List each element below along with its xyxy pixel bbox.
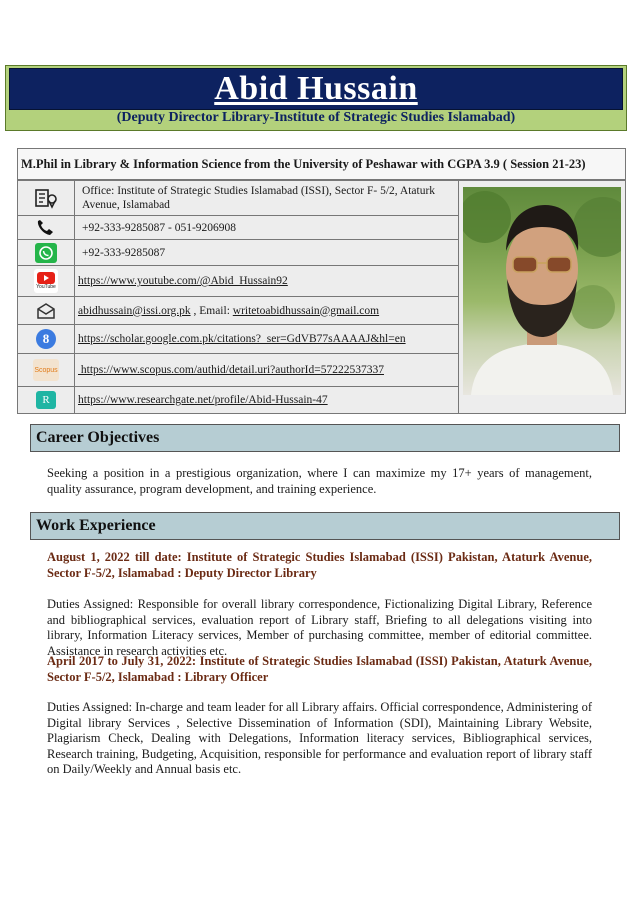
whatsapp-icon-cell [18,240,74,266]
researchgate-icon [36,391,56,409]
email-separator: , Email: [190,304,233,317]
job-1-duties: Duties Assigned: Responsible for overall library correspondence, Fictionalizing Digital Library, Reference and bibliographical services, evaluation report of Library staff, Briefing to all delegations visiting into library, Information Literacy services, Member of purchasing committee, member of editorial committee. Assistance in research activities etc. [47,597,592,658]
job-1-title: August 1, 2022 till date: Institute of Strategic Studies Islamabad (ISSI) Pakistan, Ataturk Avenue, Sector F-5/2, Islamabad : Deputy Director Library [47,550,592,580]
career-objectives-text: Seeking a position in a prestigious organization, where I can maximize my 17+ years of management, quality assurance, program development, and training experience. [47,466,592,496]
work-experience-title: Work Experience [36,517,156,534]
scopus-link-cell [74,354,458,387]
scholar-link-cell [74,325,458,354]
email-cell [74,297,458,325]
email-icon [36,302,56,320]
office-address [74,181,458,216]
career-objectives-heading [30,424,620,452]
youtube-label: YouTube [36,284,56,290]
contact-text-column [74,181,459,413]
scopus-icon [33,359,59,381]
youtube-link-cell [74,266,458,297]
job-subtitle: (Deputy Director Library-Institute of Strategic Studies Islamabad) [116,110,516,125]
person-name: Abid Hussain [214,70,418,107]
photo-column [459,181,625,413]
researchgate-link-cell [74,387,458,413]
google-scholar-link[interactable]: https://scholar.google.com.pk/citations?_ser=GdVB77sAAAAJ&hl=en [78,333,406,345]
researchgate-label: R [42,394,50,406]
degree-text: M.Phil in Library & Information Science from the University of Peshawar with CGPA 3.9 ( Session 21-23) [21,156,586,171]
scopus-link[interactable]: https://www.scopus.com/authid/detail.uri?authorId=57222537337 [78,364,384,376]
office-address-text: Office: Institute of Strategic Studies Islamabad (ISSI), Sector F- 5/2, Ataturk Avenue, Islamabad [82,185,436,211]
header-banner [5,65,627,131]
profile-portrait [463,187,621,395]
office-icon-cell [18,181,74,216]
whatsapp-icon [35,243,57,263]
icon-column [18,181,75,413]
phone-icon [35,219,57,237]
email-icon-cell [18,297,74,325]
scholar-icon-cell [18,325,74,354]
job-2-duties: Duties Assigned: In-charge and team leader for all Library affairs. Official correspondence, Administering of Digital library Services , Selective Dissemination of Information (SDI), Maintaining Library Website, Plagiarism Check, Dealing with Delegations, Information literacy services, Bibliographical services, Research training, Budgeting, Acquisition, responsible for performance and evaluation report of library staff on Daily/Weekly and Annual basis etc. [47,700,592,776]
name-bar [9,68,623,110]
google-scholar-icon [36,329,56,349]
work-experience-heading [30,512,620,540]
phone-numbers [74,216,458,240]
career-objectives-title: Career Objectives [36,429,160,446]
scopus-icon-cell [18,354,74,387]
youtube-icon-cell [18,266,74,297]
scopus-label: Scopus [34,366,58,374]
researchgate-icon-cell [18,387,74,413]
whatsapp-number [74,240,458,266]
degree-line [17,148,626,180]
job-2-title: April 2017 to July 31, 2022: Institute of Strategic Studies Islamabad (ISSI) Pakistan, Ataturk Avenue, Sector F-5/2, Islamabad : Library Officer [47,654,592,684]
work-email-link[interactable]: abidhussain@issi.org.pk [78,304,191,317]
contact-table [17,180,626,414]
youtube-link[interactable]: https://www.youtube.com/@Abid_Hussain92 [78,275,288,287]
whatsapp-number-text: +92-333-9285087 [82,246,166,259]
youtube-icon [34,269,58,293]
profile-photo [463,187,621,395]
office-location-icon [34,187,58,209]
phone-numbers-text: +92-333-9285087 - 051-9206908 [82,221,237,234]
researchgate-link[interactable]: https://www.researchgate.net/profile/Abid-Hussain-47 [78,394,328,406]
personal-email-link[interactable]: writetoabidhussain@gmail.com [232,304,380,317]
scholar-label: 8 [42,331,50,346]
phone-icon-cell [18,216,74,240]
